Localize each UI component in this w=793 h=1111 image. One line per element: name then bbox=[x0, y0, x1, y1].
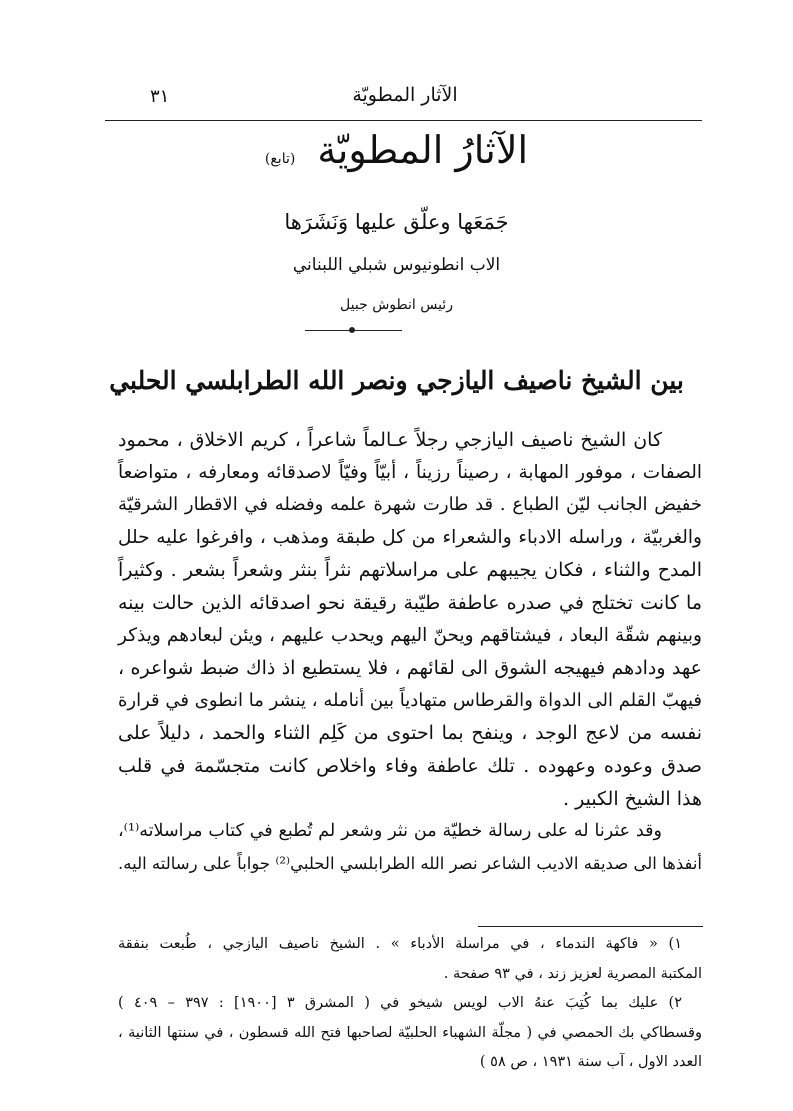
page-number: ٣١ bbox=[150, 86, 170, 107]
body-text bbox=[118, 424, 702, 880]
body-line: صدق وعوده وعهوده . تلك عاطفة وفاء واخلاص كانت متجسّمة في قلب bbox=[118, 754, 702, 777]
body-line: والغربيّة ، وراسله الادباء والشعراء من كل طبقة ومذهب ، وافرغوا عليه حلل bbox=[118, 526, 702, 548]
body-line: أنفذها الى صديقه الاديب الشاعر نصر الله الطرابلسي الحلبي⁽²⁾ جواباً على رسالته اليه. bbox=[118, 853, 703, 873]
footnote-line: المكتبة المصرية لعزيز زند ، في ٩٣ صفحة . bbox=[443, 965, 702, 982]
footnote-line: ١) « فاكهة الندماء ، في مراسلة الأدباء » . الشيخ ناصيف اليازجي ، طُبعت بنفقة bbox=[118, 936, 682, 952]
title-main: الآثارُ المطويّة bbox=[317, 128, 529, 172]
body-line: نفسه من لاعج الوجد ، وينفح بما احتوى من كَلِم الثناء والحمد ، دليلاً على bbox=[118, 722, 702, 745]
body-line: المدح والثناء ، فكان يجيبهم على مراسلاتهم نثراً بنثر وشعراً بشعر . وكثيراً bbox=[118, 559, 702, 582]
footnote-line: ٢) عليك بما كُتِبَ عنهُ الاب لويس شيخو في ( المشرق ٣ [١٩٠٠] : ٣٩٧ – ٤٠٩ ) bbox=[118, 995, 682, 1011]
running-head bbox=[110, 84, 700, 112]
header-rule bbox=[105, 120, 702, 121]
article-title bbox=[0, 128, 793, 172]
section-title: بين الشيخ ناصيف اليازجي ونصر الله الطرابلسي الحلبي bbox=[109, 366, 684, 395]
compiled-by: جَمَعَها وعلّق عليها وَنَشَرَها bbox=[284, 210, 509, 234]
footnote-line: وقسطاكي بك الحمصي في ( مجلّة الشهباء الحلبيّة لصاحبها فتح الله قسطون ، في سنتها الثانية ، bbox=[118, 1024, 702, 1041]
body-line: كان الشيخ ناصيف اليازجي رجلاً عـالماً شاعراً ، كريم الاخلاق ، محمود bbox=[118, 429, 662, 451]
body-line: خفيض الجانب ليّن الطباع . قد طارت شهرة علمه وفضله في الاقطار الشرقيّة bbox=[118, 494, 702, 516]
body-line: فيهبّ القلم الى الدواة والقرطاس متهادياً بين أنامله ، ينشر ما انطوى في قرارة bbox=[118, 689, 702, 711]
author-name: الاب انطونيوس شبلي اللبناني bbox=[292, 255, 501, 275]
body-line: ما كانت تختلج في صدره عاطفة طيّبة رقيقة نحو اصدقائه الذين حالت بينه bbox=[118, 591, 702, 614]
body-line: وبينهم شقّة البعاد ، فيشتاقهم ويحنّ اليهم ويحدب عليهم ، ويئن لبعادهم ويذكر bbox=[118, 624, 702, 646]
body-line: عهد ودادهم فيهيجه الشوق الى لقائهم ، فلا يستطيع اذ ذاك ضبط شواعره ، bbox=[118, 657, 702, 680]
running-title: الآثار المطويّة bbox=[352, 84, 458, 106]
body-line: وقد عثرنا له على رسالة خطيّة من نثر وشعر لم تُطبع في كتاب مراسلاته⁽¹⁾، bbox=[118, 821, 662, 842]
body-line: الصفات ، موفور المهابة ، رصيناً رزيناً ، أبيّاً وفيّاً لاصدقائه ومعارفه ، متواضعاً bbox=[118, 461, 702, 483]
body-line: هذا الشيخ الكبير . bbox=[563, 787, 702, 810]
ornament-dot bbox=[349, 327, 355, 333]
footnotes bbox=[118, 930, 702, 1078]
footnote-line: العدد الاول ، آب سنة ١٩٣١ ، ص ٥٨ ) bbox=[479, 1054, 702, 1070]
footnote-rule bbox=[478, 926, 703, 927]
title-continued: (تابع) bbox=[264, 151, 296, 167]
author-role: رئيس انطوش جبيل bbox=[340, 297, 453, 313]
